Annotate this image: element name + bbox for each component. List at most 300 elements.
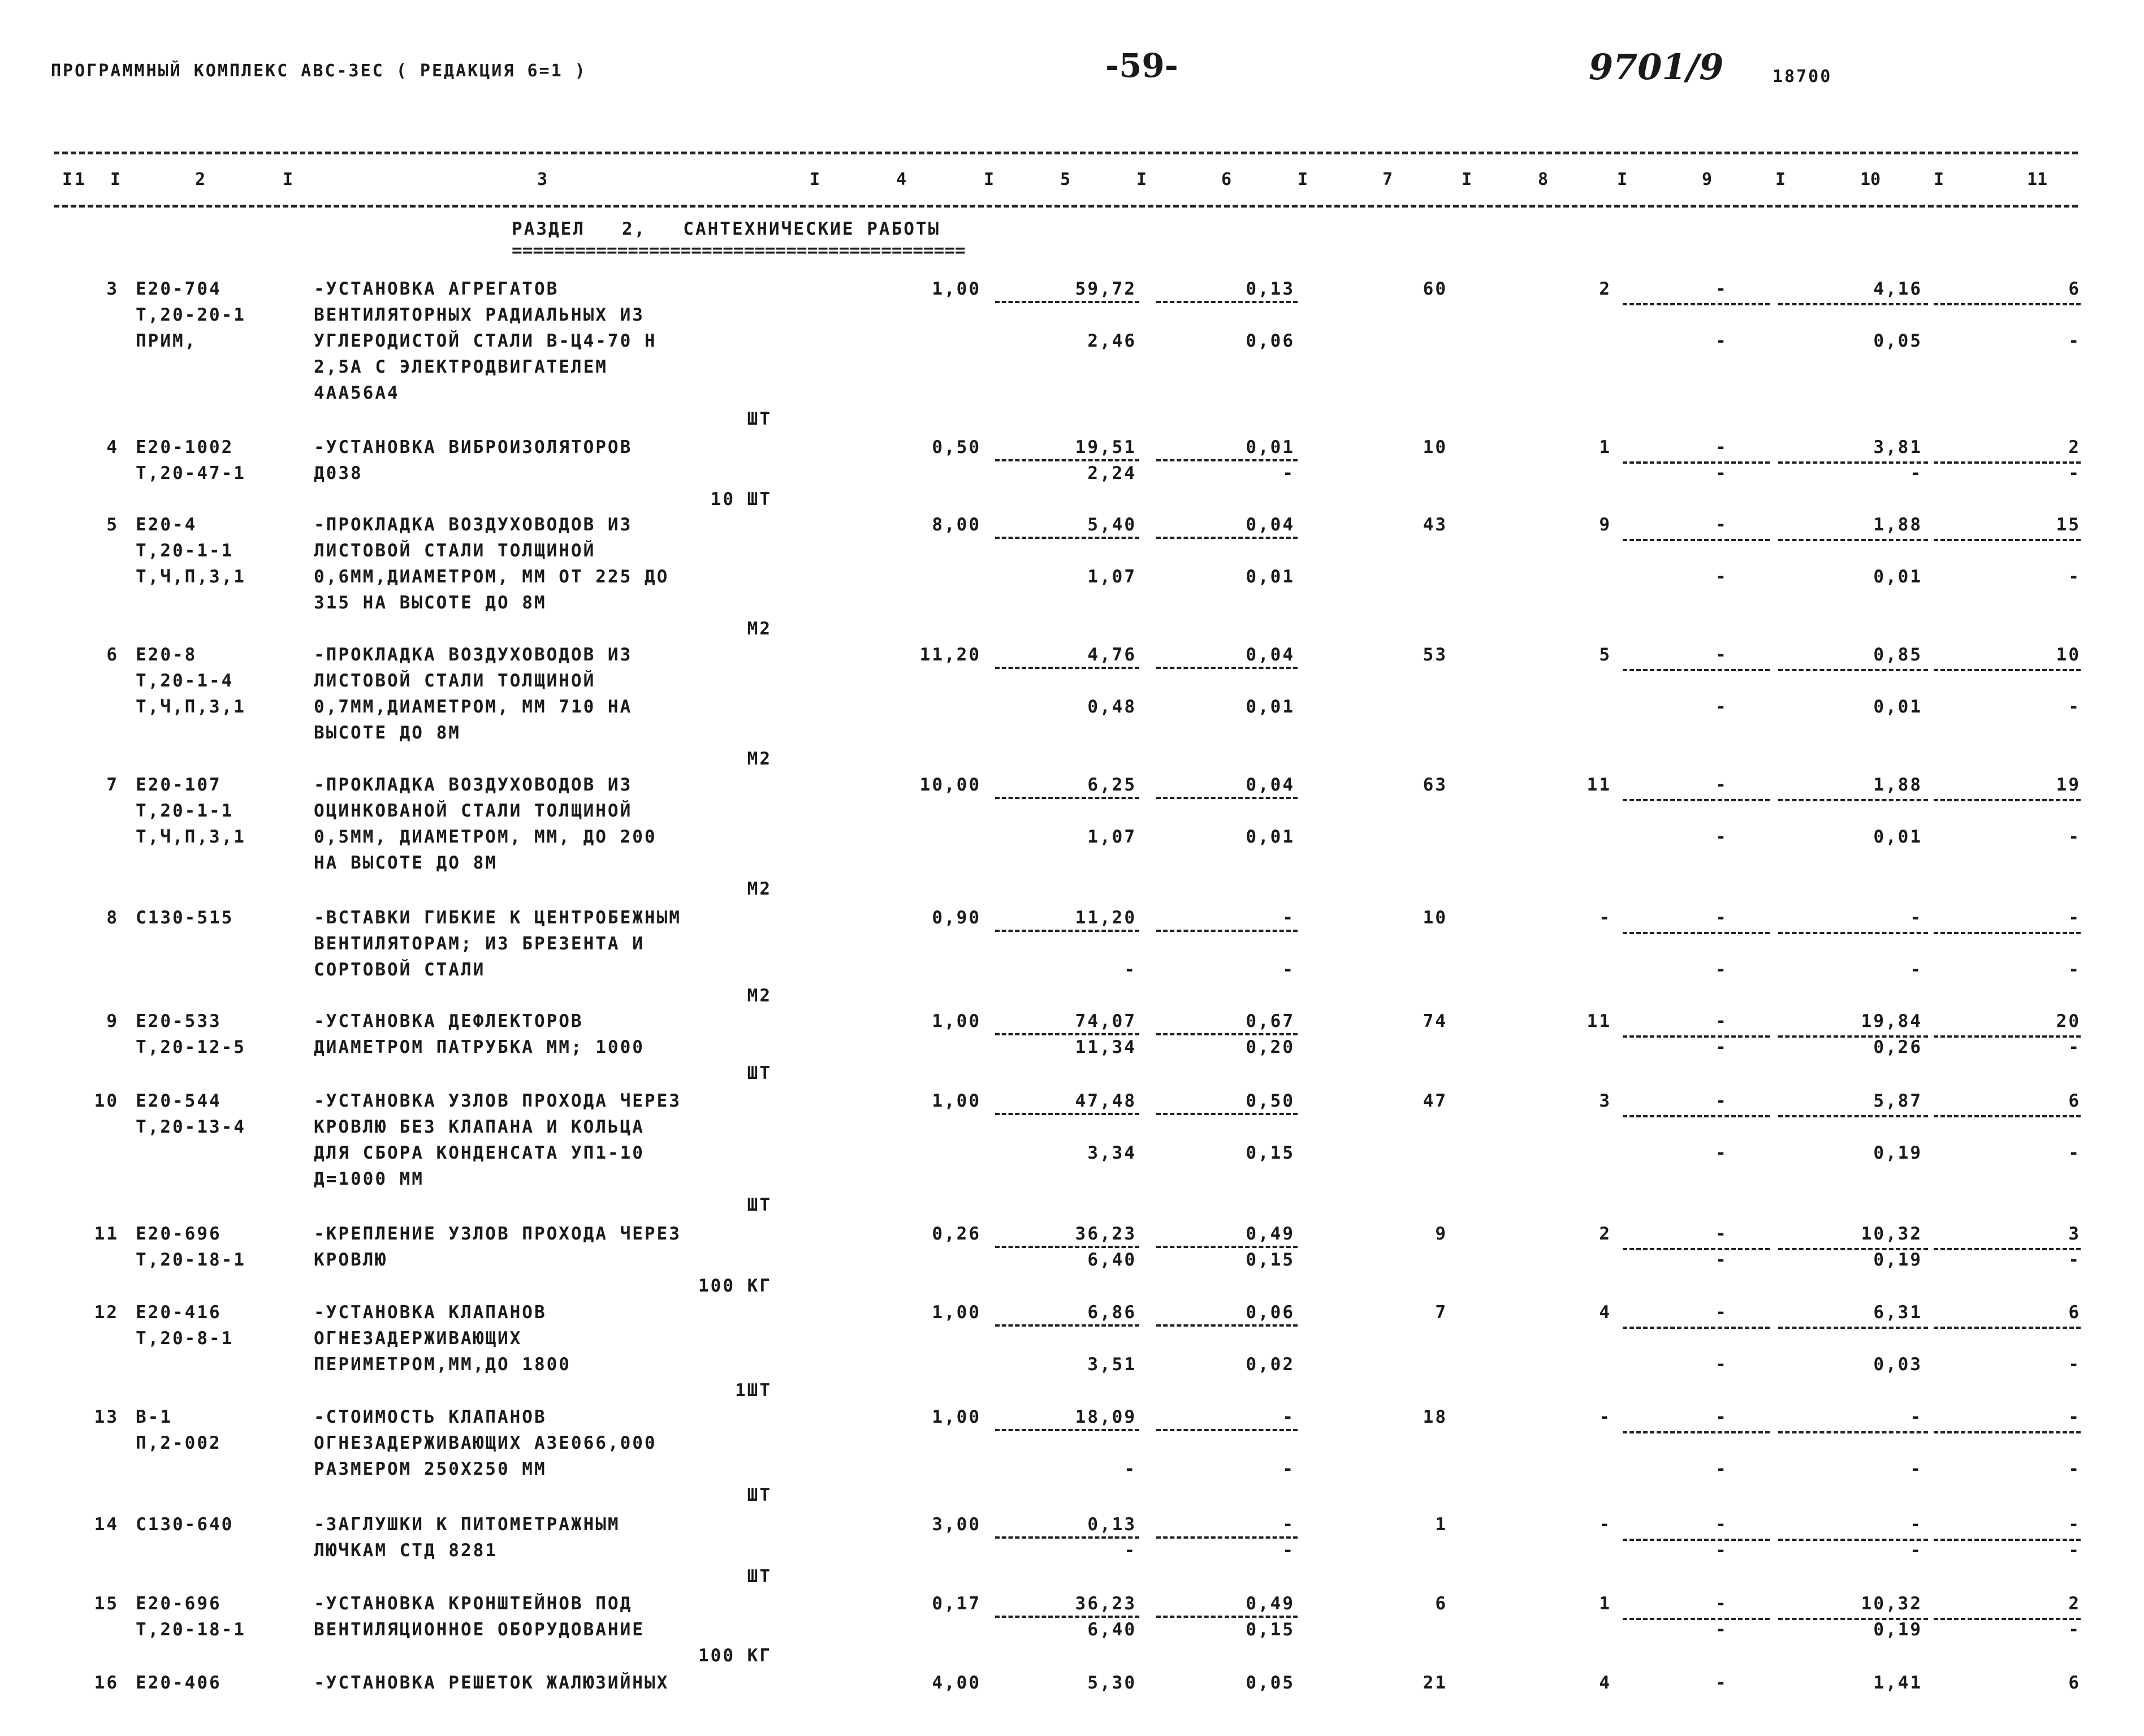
row-code: В-1 xyxy=(136,1407,172,1427)
row-separator xyxy=(1623,1431,1770,1433)
row-code: Т,20-47-1 xyxy=(136,463,246,483)
row-code: Е20-696 xyxy=(136,1594,222,1614)
row-col9: - xyxy=(1715,515,1728,535)
row-col6: - xyxy=(1282,908,1295,928)
row-col10: 0,03 xyxy=(1873,1354,1922,1375)
row-col8: 1 xyxy=(1599,437,1611,457)
row-number: 10 xyxy=(94,1091,119,1111)
row-col10: 0,01 xyxy=(1873,567,1922,587)
row-col11: - xyxy=(2068,697,2081,717)
row-separator xyxy=(1934,1327,2081,1329)
row-separator xyxy=(995,667,1139,669)
row-col8: 11 xyxy=(1587,1011,1611,1031)
row-description: ПЕРИМЕТРОМ,ММ,ДО 1800 xyxy=(314,1354,571,1375)
row-separator xyxy=(1778,303,1928,305)
row-col10: 1,88 xyxy=(1873,775,1922,795)
row-col10: 0,01 xyxy=(1873,697,1922,717)
row-qty: 3,00 xyxy=(932,1514,981,1535)
row-number: 15 xyxy=(94,1594,119,1614)
row-qty: 1,00 xyxy=(932,1011,981,1031)
row-col9: - xyxy=(1715,1091,1728,1111)
row-col9: - xyxy=(1715,1514,1728,1535)
row-col9: - xyxy=(1715,1143,1728,1163)
row-col10: 0,19 xyxy=(1873,1143,1922,1163)
row-unit: М2 xyxy=(747,749,772,769)
row-separator xyxy=(1156,301,1298,303)
row-col5: 11,34 xyxy=(1075,1037,1136,1057)
row-col10: 0,05 xyxy=(1873,331,1922,351)
row-col6: 0,15 xyxy=(1246,1143,1295,1163)
row-description: -УСТАНОВКА РЕШЕТОК ЖАЛЮЗИЙНЫХ xyxy=(314,1673,669,1693)
row-col5: 47,48 xyxy=(1075,1091,1136,1111)
row-description: ДЛЯ СБОРА КОНДЕНСАТА УП1-10 xyxy=(314,1143,645,1163)
row-code: Т,20-1-1 xyxy=(136,801,234,821)
row-col7: 9 xyxy=(1435,1224,1447,1244)
row-col6: 0,04 xyxy=(1246,775,1295,795)
row-number: 3 xyxy=(106,279,119,299)
row-col5: 6,40 xyxy=(1087,1620,1136,1640)
column-separator: I xyxy=(110,170,121,189)
row-col8: 4 xyxy=(1599,1302,1611,1323)
row-col5: 36,23 xyxy=(1075,1594,1136,1614)
row-col6: 0,05 xyxy=(1246,1673,1295,1693)
row-description: КРОВЛЮ БЕЗ КЛАПАНА И КОЛЬЦА xyxy=(314,1117,645,1137)
row-col5: 1,07 xyxy=(1087,827,1136,847)
row-col11: 2 xyxy=(2068,1594,2081,1614)
row-description: -УСТАНОВКА УЗЛОВ ПРОХОДА ЧЕРЕЗ xyxy=(314,1091,681,1111)
row-code: Т,20-1-4 xyxy=(136,671,234,691)
column-header-8: 8 xyxy=(1538,170,1549,189)
row-separator xyxy=(1934,799,2081,801)
row-col11: - xyxy=(2068,567,2081,587)
row-col9: - xyxy=(1715,1250,1728,1270)
row-col8: 9 xyxy=(1599,515,1611,535)
row-number: 16 xyxy=(94,1673,119,1693)
column-header-10: 10 xyxy=(1860,170,1881,189)
row-description: 315 НА ВЫСОТЕ ДО 8М xyxy=(314,593,547,613)
row-col6: - xyxy=(1282,463,1295,483)
row-separator xyxy=(1934,1115,2081,1117)
row-description: -УСТАНОВКА КЛАПАНОВ xyxy=(314,1302,547,1323)
row-description: -СТОИМОСТЬ КЛАПАНОВ xyxy=(314,1407,547,1427)
row-col8: 4 xyxy=(1599,1673,1611,1693)
column-header-4: 4 xyxy=(896,170,907,189)
row-col8: 2 xyxy=(1599,1224,1611,1244)
row-qty: 11,20 xyxy=(919,645,981,665)
row-col9: - xyxy=(1715,908,1728,928)
row-col5: 5,30 xyxy=(1087,1673,1136,1693)
row-separator xyxy=(1778,1431,1928,1433)
row-description: -ВСТАВКИ ГИБКИЕ К ЦЕНТРОБЕЖНЫМ xyxy=(314,908,681,928)
row-col11: - xyxy=(2068,1354,2081,1375)
row-code: Т,Ч,П,3,1 xyxy=(136,827,246,847)
row-description: -УСТАНОВКА ДЕФЛЕКТОРОВ xyxy=(314,1011,583,1031)
row-code: Е20-696 xyxy=(136,1224,222,1244)
row-col6: 0,01 xyxy=(1246,827,1295,847)
row-col10: 1,88 xyxy=(1873,515,1922,535)
row-col5: 3,51 xyxy=(1087,1354,1136,1375)
row-col10: - xyxy=(1910,960,1922,980)
row-col5: 3,34 xyxy=(1087,1143,1136,1163)
row-number: 7 xyxy=(106,775,119,795)
row-description: -КРЕПЛЕНИЕ УЗЛОВ ПРОХОДА ЧЕРЕЗ xyxy=(314,1224,681,1244)
row-unit: 100 КГ xyxy=(698,1276,772,1296)
row-col11: - xyxy=(2068,908,2081,928)
row-col6: 0,49 xyxy=(1246,1224,1295,1244)
row-col11: 2 xyxy=(2068,437,2081,457)
column-header-7: 7 xyxy=(1382,170,1393,189)
row-description: -ЗАГЛУШКИ К ПИТОМЕТРАЖНЫМ xyxy=(314,1514,620,1535)
row-col7: 63 xyxy=(1423,775,1447,795)
row-qty: 1,00 xyxy=(932,279,981,299)
row-qty: 4,00 xyxy=(932,1673,981,1693)
row-col6: 0,13 xyxy=(1246,279,1295,299)
page-number: -59- xyxy=(1105,46,1178,85)
row-separator xyxy=(995,797,1139,799)
row-unit: М2 xyxy=(747,619,772,639)
row-separator xyxy=(995,930,1139,932)
row-separator xyxy=(1623,539,1770,541)
row-col11: - xyxy=(2068,960,2081,980)
row-code: С130-640 xyxy=(136,1514,234,1535)
row-col9: - xyxy=(1715,463,1728,483)
row-col7: 1 xyxy=(1435,1514,1447,1535)
row-separator xyxy=(1934,303,2081,305)
row-col9: - xyxy=(1715,1354,1728,1375)
row-separator xyxy=(1156,1324,1298,1327)
row-separator xyxy=(1778,1115,1928,1117)
row-code: Т,Ч,П,3,1 xyxy=(136,697,246,717)
row-separator xyxy=(995,537,1139,539)
row-description: 2,5А С ЭЛЕКТРОДВИГАТЕЛЕМ xyxy=(314,357,608,377)
row-code: Е20-416 xyxy=(136,1302,222,1323)
row-code: Е20-107 xyxy=(136,775,222,795)
row-col6: 0,02 xyxy=(1246,1354,1295,1375)
row-col8: 1 xyxy=(1599,1594,1611,1614)
row-col11: 19 xyxy=(2056,775,2081,795)
row-col11: 6 xyxy=(2068,1091,2081,1111)
row-col6: 0,67 xyxy=(1246,1011,1295,1031)
row-qty: 1,00 xyxy=(932,1302,981,1323)
row-col5: 6,25 xyxy=(1087,775,1136,795)
row-col10: 5,87 xyxy=(1873,1091,1922,1111)
row-col9: - xyxy=(1715,437,1728,457)
row-col10: 0,26 xyxy=(1873,1037,1922,1057)
row-col10: 3,81 xyxy=(1873,437,1922,457)
row-separator xyxy=(1156,1113,1298,1115)
row-description: -ПРОКЛАДКА ВОЗДУХОВОДОВ ИЗ xyxy=(314,515,633,535)
row-col7: 10 xyxy=(1423,437,1447,457)
row-number: 11 xyxy=(94,1224,119,1244)
row-col9: - xyxy=(1715,697,1728,717)
row-code: Т,20-18-1 xyxy=(136,1620,246,1640)
row-col5: 19,51 xyxy=(1075,437,1136,457)
row-separator xyxy=(1934,539,2081,541)
row-description: -ПРОКЛАДКА ВОЗДУХОВОДОВ ИЗ xyxy=(314,645,633,665)
row-col9: - xyxy=(1715,1620,1728,1640)
row-col5: 18,09 xyxy=(1075,1407,1136,1427)
row-number: 4 xyxy=(106,437,119,457)
row-col10: - xyxy=(1910,908,1922,928)
row-description: ОЦИНКОВАНОЙ СТАЛИ ТОЛЩИНОЙ xyxy=(314,801,633,821)
row-separator xyxy=(1778,539,1928,541)
row-col11: - xyxy=(2068,331,2081,351)
row-col5: 0,48 xyxy=(1087,697,1136,717)
row-col11: - xyxy=(2068,1037,2081,1057)
row-separator xyxy=(995,301,1139,303)
row-col9: - xyxy=(1715,279,1728,299)
row-col5: 59,72 xyxy=(1075,279,1136,299)
row-code: Т,20-20-1 xyxy=(136,305,246,325)
document-code: 18700 xyxy=(1773,67,1832,87)
row-separator xyxy=(1156,930,1298,932)
row-col10: 0,19 xyxy=(1873,1250,1922,1270)
row-col10: 1,41 xyxy=(1873,1673,1922,1693)
row-col6: 0,20 xyxy=(1246,1037,1295,1057)
row-unit: М2 xyxy=(747,879,772,899)
row-separator xyxy=(995,1429,1139,1431)
row-col11: 20 xyxy=(2056,1011,2081,1031)
row-separator xyxy=(1623,1327,1770,1329)
row-separator xyxy=(1778,799,1928,801)
row-description: ЛИСТОВОЙ СТАЛИ ТОЛЩИНОЙ xyxy=(314,541,596,561)
row-description: -УСТАНОВКА КРОНШТЕЙНОВ ПОД xyxy=(314,1594,633,1614)
row-separator xyxy=(1778,932,1928,934)
row-col7: 10 xyxy=(1423,908,1447,928)
row-col10: 19,84 xyxy=(1861,1011,1922,1031)
document-number: 9701/9 xyxy=(1589,46,1724,88)
row-number: 6 xyxy=(106,645,119,665)
row-col10: - xyxy=(1910,1459,1922,1479)
row-description: НА ВЫСОТЕ ДО 8М xyxy=(314,853,498,873)
row-col6: - xyxy=(1282,1407,1295,1427)
row-description: ВЕНТИЛЯЦИОННОЕ ОБОРУДОВАНИЕ xyxy=(314,1620,645,1640)
row-code: Е20-8 xyxy=(136,645,197,665)
row-col9: - xyxy=(1715,1302,1728,1323)
row-col6: 0,06 xyxy=(1246,1302,1295,1323)
row-col9: - xyxy=(1715,331,1728,351)
row-description: ВЕНТИЛЯТОРНЫХ РАДИАЛЬНЫХ ИЗ xyxy=(314,305,645,325)
row-unit: ШТ xyxy=(747,1063,772,1083)
row-col11: - xyxy=(2068,1514,2081,1535)
row-description: 0,7ММ,ДИАМЕТРОМ, ММ 710 НА xyxy=(314,697,633,717)
column-separator: I xyxy=(810,170,820,189)
row-col11: 3 xyxy=(2068,1224,2081,1244)
row-description: -УСТАНОВКА ВИБРОИЗОЛЯТОРОВ xyxy=(314,437,633,457)
row-col9: - xyxy=(1715,1540,1728,1561)
row-qty: 0,50 xyxy=(932,437,981,457)
row-col6: 0,04 xyxy=(1246,515,1295,535)
row-qty: 0,90 xyxy=(932,908,981,928)
row-col10: 6,31 xyxy=(1873,1302,1922,1323)
row-col9: - xyxy=(1715,960,1728,980)
row-col8: 11 xyxy=(1587,775,1611,795)
row-code: Т,20-8-1 xyxy=(136,1328,234,1349)
row-code: ПРИМ, xyxy=(136,331,197,351)
column-separator: I xyxy=(283,170,293,189)
row-col5: 6,86 xyxy=(1087,1302,1136,1323)
row-qty: 0,17 xyxy=(932,1594,981,1614)
row-col8: 3 xyxy=(1599,1091,1611,1111)
row-col6: - xyxy=(1282,1540,1295,1561)
row-col10: 10,32 xyxy=(1861,1594,1922,1614)
row-col6: - xyxy=(1282,1459,1295,1479)
row-col7: 60 xyxy=(1423,279,1447,299)
column-separator: I xyxy=(1934,170,1944,189)
row-col11: 6 xyxy=(2068,1302,2081,1323)
row-code: Т,20-13-4 xyxy=(136,1117,246,1137)
section-title: РАЗДЕЛ 2, САНТЕХНИЧЕСКИЕ РАБОТЫ xyxy=(512,219,941,239)
row-col11: - xyxy=(2068,1250,2081,1270)
row-number: 5 xyxy=(106,515,119,535)
row-col10: 0,01 xyxy=(1873,827,1922,847)
row-col6: - xyxy=(1282,960,1295,980)
row-col9: - xyxy=(1715,1673,1728,1693)
row-col9: - xyxy=(1715,1459,1728,1479)
row-code: Е20-1002 xyxy=(136,437,234,457)
row-code: Т,Ч,П,3,1 xyxy=(136,567,246,587)
row-col8: - xyxy=(1599,1514,1611,1535)
row-col10: - xyxy=(1910,1514,1922,1535)
row-col7: 47 xyxy=(1423,1091,1447,1111)
row-col7: 6 xyxy=(1435,1594,1447,1614)
row-col5: 1,07 xyxy=(1087,567,1136,587)
row-col10: - xyxy=(1910,463,1922,483)
row-number: 14 xyxy=(94,1514,119,1535)
section-underline: =========================================== xyxy=(512,240,966,261)
row-separator xyxy=(1778,1327,1928,1329)
row-col10: 4,16 xyxy=(1873,279,1922,299)
row-col5: 0,13 xyxy=(1087,1514,1136,1535)
row-col6: 0,50 xyxy=(1246,1091,1295,1111)
row-col6: 0,04 xyxy=(1246,645,1295,665)
row-col10: - xyxy=(1910,1407,1922,1427)
row-col5: 4,76 xyxy=(1087,645,1136,665)
row-description: -УСТАНОВКА АГРЕГАТОВ xyxy=(314,279,559,299)
row-col9: - xyxy=(1715,1224,1728,1244)
table-top-rule xyxy=(54,152,2078,154)
row-unit: ШТ xyxy=(747,1485,772,1505)
row-col5: - xyxy=(1124,960,1136,980)
row-unit: 100 КГ xyxy=(698,1646,772,1666)
row-separator xyxy=(1934,1431,2081,1433)
row-separator xyxy=(1156,797,1298,799)
row-col11: - xyxy=(2068,463,2081,483)
row-col5: - xyxy=(1124,1540,1136,1561)
row-col5: 6,40 xyxy=(1087,1250,1136,1270)
row-separator xyxy=(1156,537,1298,539)
row-col7: 53 xyxy=(1423,645,1447,665)
row-col7: 43 xyxy=(1423,515,1447,535)
row-col5: 5,40 xyxy=(1087,515,1136,535)
row-qty: 1,00 xyxy=(932,1407,981,1427)
column-separator: I xyxy=(1775,170,1786,189)
row-description: СОРТОВОЙ СТАЛИ xyxy=(314,960,486,980)
column-separator: I xyxy=(984,170,995,189)
row-col11: 6 xyxy=(2068,1673,2081,1693)
column-header-9: 9 xyxy=(1702,170,1713,189)
row-unit: М2 xyxy=(747,986,772,1006)
row-separator xyxy=(995,1324,1139,1327)
row-unit: 10 ШТ xyxy=(710,489,772,509)
row-col11: - xyxy=(2068,827,2081,847)
row-unit: ШТ xyxy=(747,1195,772,1215)
row-col11: 15 xyxy=(2056,515,2081,535)
row-code: Е20-704 xyxy=(136,279,222,299)
row-col7: 21 xyxy=(1423,1673,1447,1693)
row-col11: - xyxy=(2068,1407,2081,1427)
row-qty: 10,00 xyxy=(919,775,981,795)
column-header-11: 11 xyxy=(2027,170,2048,189)
row-col8: 5 xyxy=(1599,645,1611,665)
row-separator xyxy=(1623,303,1770,305)
row-unit: ШТ xyxy=(747,409,772,429)
row-number: 9 xyxy=(106,1011,119,1031)
row-code: Е20-544 xyxy=(136,1091,222,1111)
row-col10: 0,19 xyxy=(1873,1620,1922,1640)
row-col11: 10 xyxy=(2056,645,2081,665)
row-col6: 0,15 xyxy=(1246,1250,1295,1270)
row-description: -ПРОКЛАДКА ВОЗДУХОВОДОВ ИЗ xyxy=(314,775,633,795)
row-col9: - xyxy=(1715,567,1728,587)
row-separator xyxy=(1934,932,2081,934)
row-col10: - xyxy=(1910,1540,1922,1561)
row-col9: - xyxy=(1715,1407,1728,1427)
row-description: 0,5ММ, ДИАМЕТРОМ, ММ, ДО 200 xyxy=(314,827,657,847)
row-col9: - xyxy=(1715,645,1728,665)
row-col5: - xyxy=(1124,1459,1136,1479)
row-unit: ШТ xyxy=(747,1566,772,1587)
row-separator xyxy=(1623,799,1770,801)
column-header-3: 3 xyxy=(537,170,548,189)
row-description: Д=1000 ММ xyxy=(314,1169,424,1189)
row-col6: 0,49 xyxy=(1246,1594,1295,1614)
row-separator xyxy=(995,1113,1139,1115)
row-description: КРОВЛЮ xyxy=(314,1250,387,1270)
row-description: РАЗМЕРОМ 250Х250 ММ xyxy=(314,1459,547,1479)
row-code: Т,20-12-5 xyxy=(136,1037,246,1057)
row-col5: 36,23 xyxy=(1075,1224,1136,1244)
row-col8: - xyxy=(1599,1407,1611,1427)
row-code: Е20-406 xyxy=(136,1673,222,1693)
program-header: ПРОГРАММНЫЙ КОМПЛЕКС АВС-3ЕС ( РЕДАКЦИЯ 6=1 ) xyxy=(51,61,587,81)
row-col6: 0,06 xyxy=(1246,331,1295,351)
row-col7: 74 xyxy=(1423,1011,1447,1031)
row-code: Е20-4 xyxy=(136,515,197,535)
row-col11: - xyxy=(2068,1620,2081,1640)
row-col6: 0,15 xyxy=(1246,1620,1295,1640)
row-description: ВЕНТИЛЯТОРАМ; ИЗ БРЕЗЕНТА И xyxy=(314,934,645,954)
row-col9: - xyxy=(1715,827,1728,847)
row-separator xyxy=(1623,1115,1770,1117)
row-col6: - xyxy=(1282,1514,1295,1535)
row-col6: 0,01 xyxy=(1246,567,1295,587)
row-qty: 0,26 xyxy=(932,1224,981,1244)
column-separator: I xyxy=(1462,170,1472,189)
row-col5: 2,46 xyxy=(1087,331,1136,351)
row-number: 8 xyxy=(106,908,119,928)
row-col7: 18 xyxy=(1423,1407,1447,1427)
column-separator: I xyxy=(62,170,73,189)
row-code: Т,20-1-1 xyxy=(136,541,234,561)
row-qty: 1,00 xyxy=(932,1091,981,1111)
row-col6: 0,01 xyxy=(1246,437,1295,457)
table-header-rule xyxy=(54,205,2078,208)
row-col10: 10,32 xyxy=(1861,1224,1922,1244)
row-col8: - xyxy=(1599,908,1611,928)
row-col9: - xyxy=(1715,775,1728,795)
row-separator xyxy=(1156,1429,1298,1431)
